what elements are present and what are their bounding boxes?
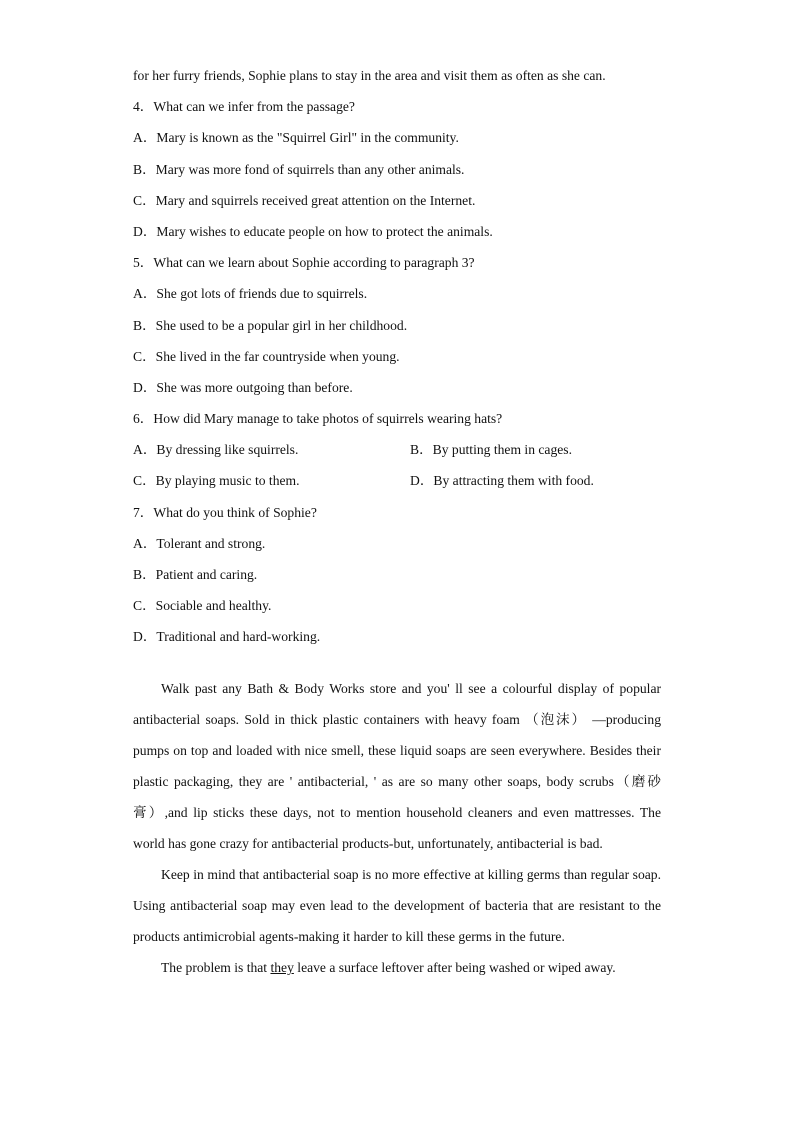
question-4-option-a: A．Mary is known as the "Squirrel Girl" in the community. xyxy=(133,130,459,146)
document-page xyxy=(133,60,661,984)
question-4-option-d: D．Mary wishes to educate people on how to protect the animals. xyxy=(133,223,493,239)
question-6-option-c: C．By playing music to them. xyxy=(133,473,300,489)
question-5: 5．What can we learn about Sophie according to paragraph 3? xyxy=(133,255,475,271)
question-7-option-c: C．Sociable and healthy. xyxy=(133,598,272,614)
question-6-option-d: D．By attracting them with food. xyxy=(410,473,594,489)
question-6: 6．How did Mary manage to take photos of squirrels wearing hats? xyxy=(133,411,503,427)
question-4-option-b: B．Mary was more fond of squirrels than any other animals. xyxy=(133,161,465,177)
question-4-option-c: C．Mary and squirrels received great attention on the Internet. xyxy=(133,192,476,208)
question-5-option-b: B．She used to be a popular girl in her childhood. xyxy=(133,317,408,333)
question-7-option-a: A．Tolerant and strong. xyxy=(133,535,266,551)
question-6-options-row-1 xyxy=(133,434,661,465)
question-7: 7．What do you think of Sophie? xyxy=(133,504,317,520)
question-6-options-row-2 xyxy=(133,465,661,496)
question-7-option-d: D．Traditional and hard-working. xyxy=(133,629,321,645)
question-5-option-d: D．She was more outgoing than before. xyxy=(133,379,353,395)
question-7-option-b: B．Patient and caring. xyxy=(133,567,258,582)
underlined-word: they xyxy=(270,960,294,976)
question-5-option-a: A．She got lots of friends due to squirrels. xyxy=(133,286,368,302)
paragraph-3-text-start: The problem is that xyxy=(161,960,271,976)
passage-continuation-line: for her furry friends, Sophie plans to stay in the area and visit them as often as she can. xyxy=(133,68,606,83)
question-6-option-a: A．By dressing like squirrels. xyxy=(133,442,299,458)
passage-paragraph-1: Walk past any Bath & Body Works store and you' ll see a colourful display of popular antibacterial soaps. Sold in thick plastic containers with heavy foam （泡沫） —producing pumps on top and loaded with nice smell, these liquid soaps are seen everywhere. Besides their plastic packaging, they are ' antibacterial, ' as are so many other soaps, body scrubs（磨砂膏）,and lip sticks these days, not to mention household cleaners and even mattresses. The world has gone crazy for antibacterial products-but, unfortunately, antibacterial is bad. xyxy=(133,680,661,852)
question-4: 4．What can we infer from the passage? xyxy=(133,99,355,115)
passage-paragraph-3 xyxy=(133,952,661,983)
passage-paragraph-2: Keep in mind that antibacterial soap is no more effective at killing germs than regular soap. Using antibacterial soap may even lead to the development of bacteria that are resistant to the products antimicrobial agents-making it harder to kill these germs in the future. xyxy=(133,867,661,945)
section-spacer xyxy=(133,653,661,673)
question-6-option-b: B．By putting them in cages. xyxy=(410,442,572,458)
question-5-option-c: C．She lived in the far countryside when young. xyxy=(133,348,400,364)
paragraph-3-text-end: leave a surface leftover after being washed or wiped away. xyxy=(293,960,616,976)
